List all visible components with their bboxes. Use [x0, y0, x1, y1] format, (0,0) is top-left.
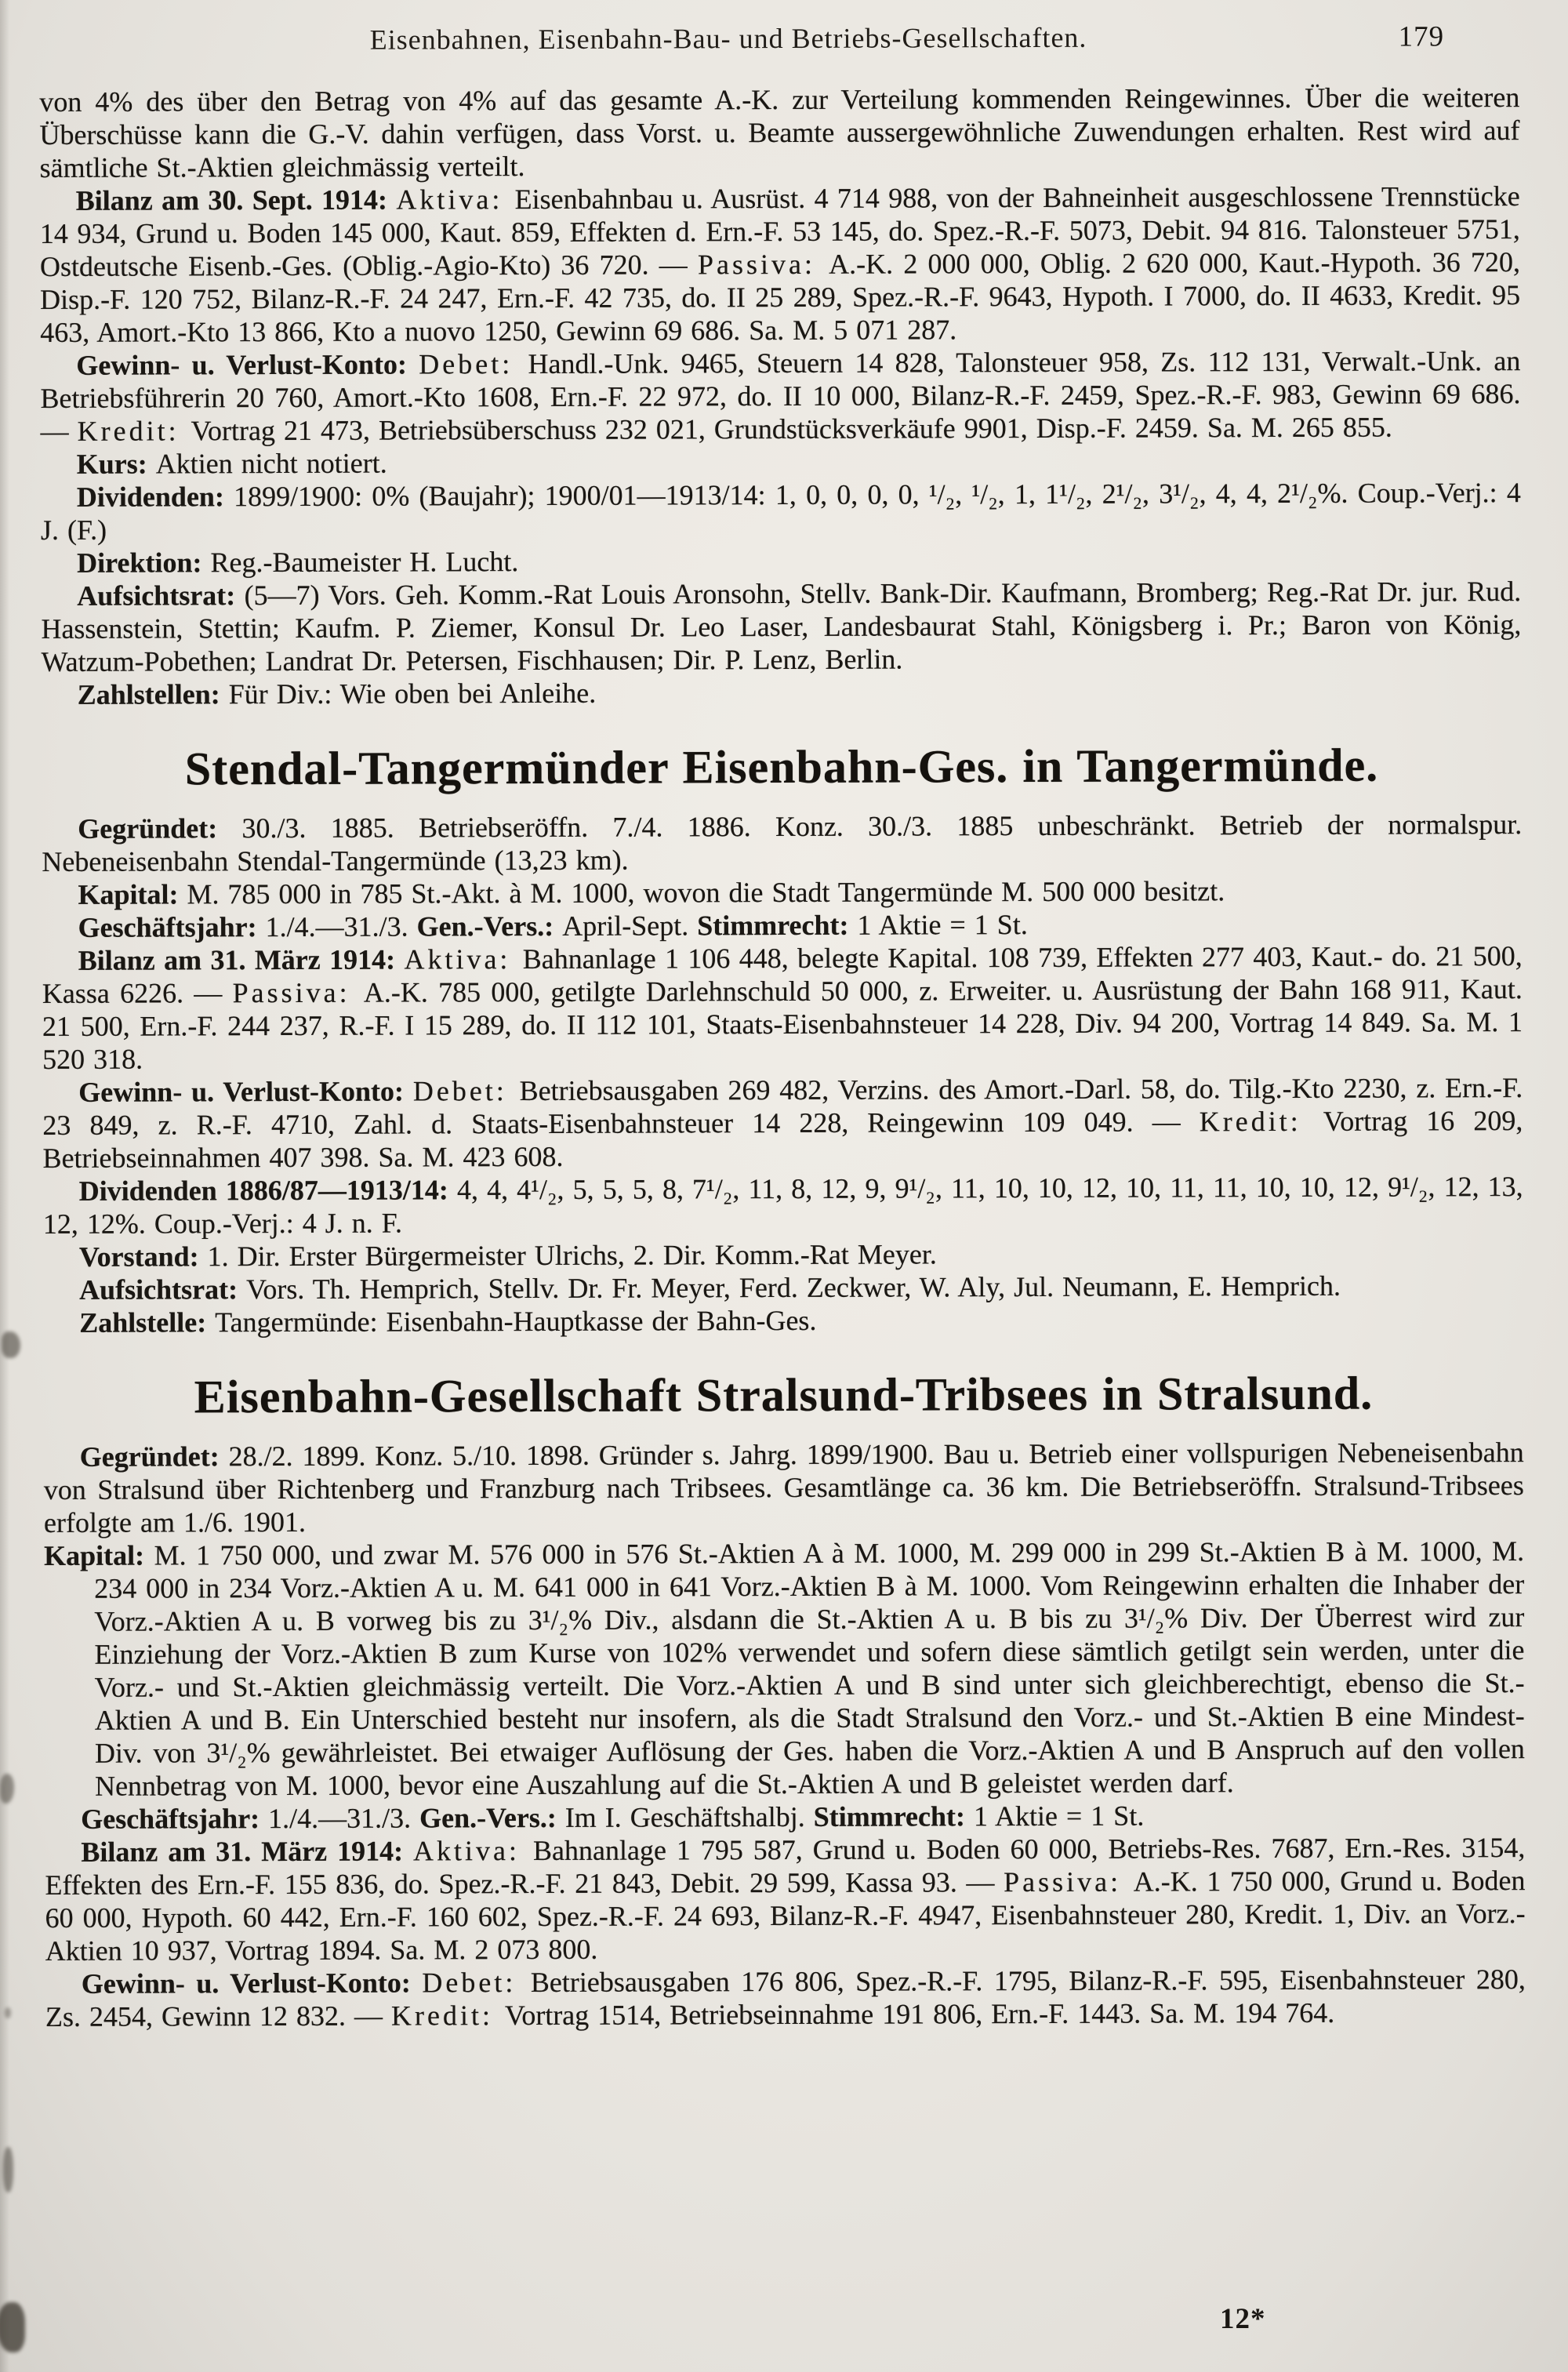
paragraph: [43, 1269, 1523, 1306]
text-run: April-Sept.: [562, 910, 698, 942]
paragraph: [45, 1963, 1526, 2033]
text-run: M. 1 750 000, und zwar M. 576 000 in 576 St.-Aktien A à M. 1000, M. 299 000 in 299 St.-Aktien B à M. 1000, M. 234 000 in 234 Vorz.-Aktien A u. M. 641 000 in 641 Vorz.-Aktien B à M. 1000. Vom Reingewinn erhalten die Inhaber der Vorz.-Aktien A u. B vorweg bis zu 3¹/₂% Div., alsdann die St.-Aktien A u. B bis zu 3¹/₂% Div. Der Überrest wird zur Einziehung der Vorz.-Aktien B zum Kurse von 102% verwendet und sofern diese sämtlich getilgt sein werden, unter die Vorz.- und St.-Aktien gleichmässig verteilt. Die Vorz.-Aktien A und B sind unter sich gleichberechtigt, ebenso die St.-Aktien A und B. Ein Unterschied besteht nur insofern, als die Stadt Stralsund den Vorz.- und St.-Aktien B eine Mindest-Div. von 3¹/₂% gewährleistet. Bei etwaiger Auflösung der Ges. haben die Vorz.-Aktien A und B Anspruch auf den vollen Nennbetrag von M. 1000, bevor eine Auszahlung auf die St.-Aktien A und B geleistet werden darf.: [94, 1535, 1525, 1802]
account-side-label: Kredit:: [1199, 1105, 1323, 1138]
lead-label: Bilanz am 31. März 1914:: [78, 943, 405, 976]
ink-smudge-artifact: [0, 2302, 25, 2352]
company-heading: Stendal-Tangermünder Eisenbahn-Ges. in Tangermünde.: [184, 739, 1379, 795]
lead-label: Geschäftsjahr:: [78, 910, 266, 943]
lead-label: Bilanz am 30. Sept. 1914:: [75, 183, 397, 216]
text-run: Bahnanlage 1 795 587, Grund u. Boden 60 000, Betriebs-Res. 7687, Ern.-Res. 3154, Effekten des Ern.-F. 155 836, do. Spez.-R.-F. 21 843, Debit. 29 599, Kassa 93. —: [45, 1831, 1526, 1901]
body-text: [39, 81, 1526, 2033]
text-run: Vors. Th. Hemprich, Stellv. Dr. Fr. Meyer, Ferd. Zeckwer, W. Aly, Jul. Neumann, E. Hemprich.: [245, 1270, 1341, 1305]
lead-label: Vorstand:: [78, 1240, 208, 1273]
lead-label: Bilanz am 31. März 1914:: [81, 1835, 414, 1868]
lead-label: Stimmrecht:: [813, 1800, 975, 1833]
paragraph: [42, 674, 1522, 711]
paragraph: [39, 81, 1519, 184]
text-run: A.-K. 2 000 000, Oblig. 2 620 000, Kaut.-Hypoth. 36 720, Disp.-F. 120 752, Bilanz-R.-F. 24 247, Ern.-F. 42 735, do. II 25 289, Spez.-R.-F. 9643, Hypoth. I 7000, do. II 4633, Kredit. 95 463, Amort.-Kto 13 866, Kto a nuovo 1250, Gewinn 69 686. Sa. M. 5 071 287.: [40, 246, 1521, 348]
account-side-label: Kredit:: [390, 1999, 505, 2032]
paragraph: [44, 1535, 1525, 1803]
paragraph: [41, 476, 1521, 547]
paragraph: [42, 808, 1522, 878]
binding-shadow: [0, 0, 9, 2372]
lead-label: Gewinn- u. Verlust-Konto:: [81, 1967, 423, 2000]
paragraph: [44, 1436, 1524, 1539]
text-run: Im I. Geschäftshalbj.: [564, 1800, 814, 1833]
text-run: A.-K. 1 750 000, Grund u. Boden 60 000, Hypoth. 60 442, Ern.-F. 160 602, Spez.-R.-F. 24 693, Bilanz-R.-F. 4947, Eisenbahnsteuer 280, Kredit. 1, Div. an Vorz.-Aktien 10 937, Vortrag 1894. Sa. M. 2 073 800.: [45, 1864, 1526, 1967]
lead-label: Zahlstellen:: [77, 678, 229, 710]
paragraph: [41, 575, 1521, 678]
running-title: Eisenbahnen, Eisenbahn-Bau- und Betriebs-Gesellschaften.: [369, 21, 1087, 56]
ink-smudge-artifact: [0, 1774, 14, 1804]
text-run: 1899/1900: 0% (Baujahr); 1900/01—1913/14: 1, 0, 0, 0, 0, ¹/₂, ¹/₂, 1, 1¹/₂, 2¹/₂, 3¹/₂, 4, 4, 2¹/₂%. Coup.-Verj.: 4 J. (F.): [40, 477, 1521, 546]
text-run: 28./2. 1899. Konz. 5./10. 1898. Gründer s. Jahrg. 1899/1900. Bau u. Betrieb einer vollspurigen Nebeneisenbahn von Stralsund über Richtenberg und Franzburg nach Tribsees. Gesamtlänge ca. 36 km. Die Betriebseröffn. Stralsund-Tribsees erfolgte am 1./6. 1901.: [43, 1436, 1524, 1538]
paragraph: [40, 180, 1521, 349]
lead-label: Gen.-Vers.:: [416, 910, 563, 943]
account-side-label: Debet:: [422, 1966, 531, 1999]
lead-label: Gen.-Vers.:: [419, 1801, 565, 1834]
account-side-label: Aktiva:: [412, 1834, 534, 1867]
lead-label: Geschäftsjahr:: [81, 1802, 269, 1835]
text-run: 30./3. 1885. Betriebseröffn. 7./4. 1886. Konz. 30./3. 1885 unbeschränkt. Betrieb der normalspur. Nebeneisenbahn Stendal-Tangermünde (13,23 km).: [42, 808, 1523, 877]
paragraph: [42, 874, 1522, 911]
lead-label: Aufsichtsrat:: [77, 579, 245, 612]
lead-label: Aufsichtsrat:: [78, 1273, 247, 1306]
text-run: Bahnanlage 1 106 448, belegte Kapital. 108 739, Effekten 277 403, Kaut.- do. 21 500, Kassa 6226. —: [42, 939, 1523, 1009]
lead-label: Dividenden:: [76, 481, 234, 513]
lead-label: Gegründet:: [79, 1440, 229, 1473]
text-run: M. 785 000 in 785 St.-Akt. à M. 1000, wovon die Stadt Tangermünde M. 500 000 besitzt.: [187, 875, 1225, 910]
paragraph-container: [42, 808, 1523, 1339]
paragraph-container: [44, 1436, 1526, 2033]
paragraph: [41, 542, 1521, 579]
paragraph: [42, 939, 1523, 1076]
paragraph: [43, 1302, 1523, 1339]
paragraph-container: [39, 81, 1521, 711]
ink-smudge-artifact: [2, 1331, 20, 1358]
text-run: Für Div.: Wie oben bei Anleihe.: [228, 677, 597, 710]
account-side-label: Aktiva:: [404, 943, 523, 975]
text-run: 1. Dir. Erster Bürgermeister Ulrichs, 2. Dir. Komm.-Rat Meyer.: [207, 1238, 937, 1273]
paragraph: [45, 1798, 1525, 1836]
page-content: [39, 20, 1526, 2033]
ink-smudge-artifact: [3, 2147, 13, 2192]
lead-label: Stimmrecht:: [697, 909, 858, 942]
account-side-label: Passiva:: [697, 248, 829, 281]
text-run: 1./4.—31./3.: [268, 1802, 420, 1834]
company-section-continued: [39, 81, 1521, 711]
account-side-label: Kredit:: [77, 415, 191, 447]
account-side-label: Passiva:: [232, 976, 364, 1009]
lead-label: Kapital:: [78, 878, 187, 910]
text-run: 1./4.—31./3.: [265, 910, 417, 943]
text-run: Tangermünde: Eisenbahn-Hauptkasse der Bahn-Ges.: [215, 1304, 817, 1339]
account-side-label: Passiva:: [1004, 1865, 1134, 1898]
text-run: Betriebsausgaben 269 482, Verzins. des Amort.-Darl. 58, do. Tilg.-Kto 2230, z. Ern.-F. 23 849, z. R.-F. 4710, Zahl. d. Staats-Eisenbahnsteuer 14 228, Reingewinn 109 049. —: [42, 1071, 1523, 1141]
text-run: Reg.-Baumeister H. Lucht.: [210, 546, 519, 579]
text-run: 1 Aktie = 1 St.: [857, 908, 1028, 941]
paragraph: [41, 443, 1521, 481]
paragraph: [42, 906, 1523, 944]
lead-label: Kapital:: [44, 1539, 154, 1571]
text-run: Vortrag 16 209, Betriebseinnahmen 407 398. Sa. M. 423 608.: [42, 1104, 1523, 1174]
company-heading: Eisenbahn-Gesellschaft Stralsund-Tribsees in Stralsund.: [194, 1367, 1374, 1423]
company-section-stralsund-tribsees: [43, 1368, 1526, 2033]
paragraph: [43, 1236, 1523, 1273]
lead-label: Direktion:: [77, 547, 211, 579]
ink-speck-artifact: [5, 2007, 11, 2018]
account-side-label: Aktiva:: [396, 183, 515, 216]
lead-label: Kurs:: [76, 448, 156, 480]
text-run: Eisenbahnbau u. Ausrüst. 4 714 988, von der Bahneinheit ausgeschlossene Trennstücke 14 934, Grund u. Boden 145 000, Kaut. 859, Effekten d. Ern.-F. 53 145, do. Spez.-R.-F. 5073, Debit. 94 816. Talonsteuer 5751, Ostdeutsche Eisenb.-Ges. (Oblig.-Agio-Kto) 36 720. —: [39, 180, 1520, 282]
paragraph: [40, 344, 1520, 448]
text-run: Handl.-Unk. 9465, Steuern 14 828, Talonsteuer 958, Zs. 112 131, Verwalt.-Unk. an Betriebsführerin 20 760, Amort.-Kto 1608, Ern.-F. 22 972, do. II 10 000, Bilanz-R.-F. 2459, Spez.-R.-F. 983, Gewinn 69 686. —: [40, 345, 1521, 447]
text-run: 1 Aktie = 1 St.: [973, 1800, 1145, 1832]
text-run: Aktien nicht notiert.: [155, 447, 387, 480]
text-run: Vortrag 1514, Betriebseinnahme 191 806, Ern.-F. 1443. Sa. M. 194 764.: [504, 1996, 1335, 2031]
page-number: 179: [1398, 20, 1445, 53]
lead-label: Dividenden 1886/87—1913/14:: [78, 1174, 457, 1207]
text-run: 4, 4, 4¹/₂, 5, 5, 5, 8, 7¹/₂, 11, 8, 12, 9, 9¹/₂, 11, 10, 10, 12, 10, 11, 11, 10, 10, 12, 9¹/₂, 12, 13, 12, 12%. Coup.-Verj.: 4 J. n. F.: [42, 1170, 1523, 1240]
page-header: [39, 20, 1519, 68]
text-run: Vortrag 21 473, Betriebsüberschuss 232 021, Grundstücksverkäufe 9901, Disp.-F. 2459. Sa. M. 265 855.: [191, 411, 1392, 447]
paragraph: [45, 1831, 1526, 1967]
printer-signature-mark: 12*: [1220, 2303, 1266, 2335]
text-run: (5—7) Vors. Geh. Komm.-Rat Louis Aronsohn, Stellv. Bank-Dir. Kaufmann, Bromberg; Reg.-Rat Dr. jur. Rud. Hassenstein, Stettin; Kaufm. P. Ziemer, Konsul Dr. Leo Laser, Landesbaurat Stahl, Königsberg i. Pr.; Baron von König, Watzum-Pobethen; Landrat Dr. Petersen, Fischhausen; Dir. P. Lenz, Berlin.: [41, 576, 1522, 677]
paragraph: [42, 1071, 1523, 1175]
lead-label: Zahlstelle:: [79, 1306, 216, 1339]
text-run: Betriebsausgaben 176 806, Spez.-R.-F. 1795, Bilanz-R.-F. 595, Eisenbahnsteuer 280, Zs. 2454, Gewinn 12 832. —: [45, 1963, 1526, 2032]
lead-label: Gewinn- u. Verlust-Konto:: [76, 348, 419, 381]
text-run: A.-K. 785 000, getilgte Darlehnschuld 50 000, z. Erweiter. u. Ausrüstung der Bahn 168 911, Kaut. 21 500, Ern.-F. 244 237, R.-F. I 15 289, do. II 112 101, Staats-Eisenbahnsteuer 14 228, Div. 94 200, Vortrag 14 849. Sa. M. 1 520 318.: [42, 972, 1523, 1075]
account-side-label: Debet:: [419, 348, 528, 380]
text-run: von 4% des über den Betrag von 4% auf das gesamte A.-K. zur Verteilung kommenden Reingewinnes. Über die weiteren Überschüsse kann die G.-V. dahin verfügen, dass Vorst. u. Beamte aussergewöhnliche Zuwendungen erhalten. Rest wird auf sämtliche St.-Aktien gleichmässig verteilt.: [39, 82, 1520, 183]
account-side-label: Debet:: [412, 1074, 520, 1107]
lead-label: Gegründet:: [78, 812, 242, 845]
company-section-stendal-tangermuende: [42, 739, 1523, 1339]
paragraph: [43, 1170, 1523, 1240]
lead-label: Gewinn- u. Verlust-Konto:: [78, 1075, 413, 1108]
